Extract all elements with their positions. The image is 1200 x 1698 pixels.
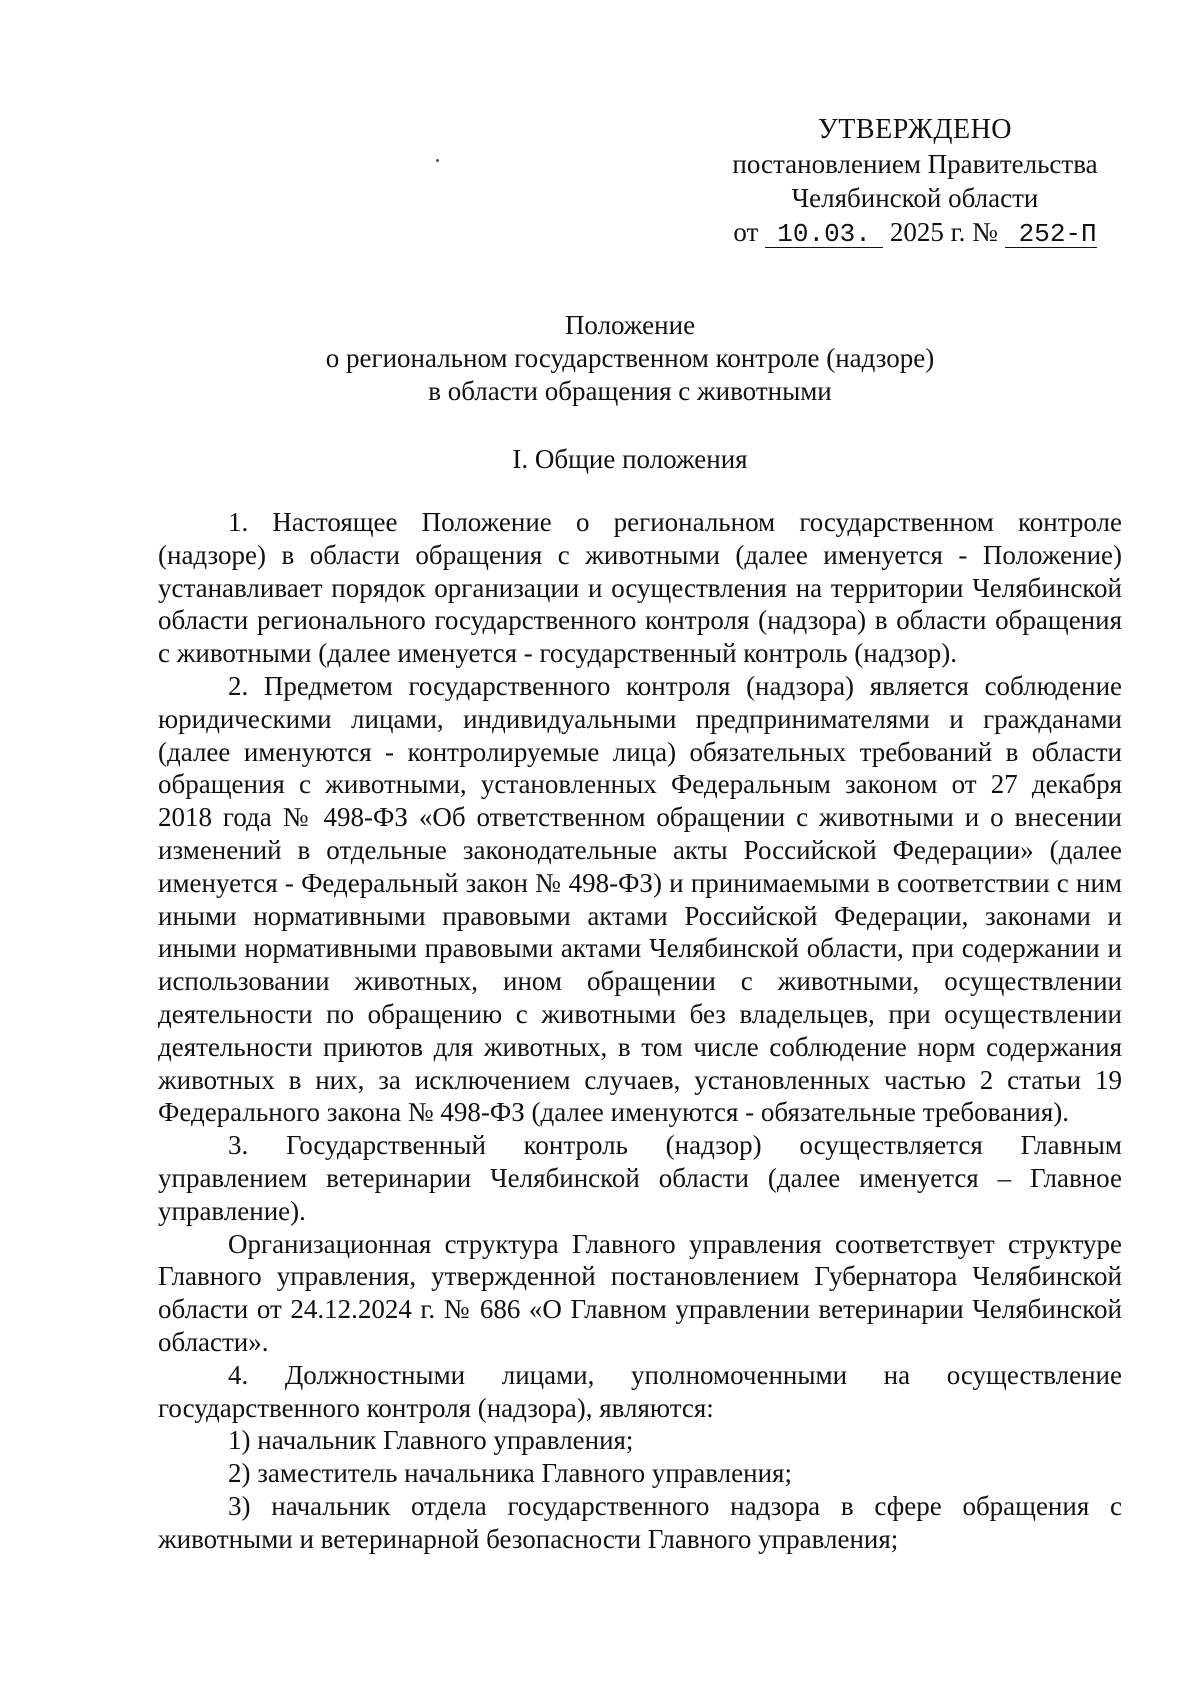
paragraph-2: 2. Предметом государственного контроля (надзора) является соблюдение юридическими лицами, индивидуальными предпринимателями и гражданами (далее именуются - контролируемые лица) обязательных требований в области обращения с животными, установленных Федеральным законом от 27 декабря 2018 года № 498-ФЗ «Об ответственном обращении с животными и о внесении изменений в отдельные законодательные акты Российской Федерации» (далее именуется - Федеральный закон № 498-ФЗ) и принимаемыми в соответствии с ним иными нормативными правовыми актами Российской Федерации, законами и иными нормативными правовыми актами Челябинской области, при содержании и использовании животных, ином обращении с животными, осуществлении деятельности по обращению с животными без владельцев, при осуществлении деятельности приютов для животных, в том числе соблюдение норм содержания животных в них, за исключением случаев, установленных частью 2 статьи 19 Федерального закона № 498-ФЗ (далее именуются - обязательные требования).: [158, 670, 1122, 1128]
approval-stamp-block: [700, 113, 1130, 249]
approval-date: 10.03.: [765, 221, 883, 248]
approval-heading: УТВЕРЖДЕНО: [817, 114, 1013, 145]
list-item-2: 2) заместитель начальника Главного управления;: [228, 1458, 792, 1489]
scan-speck: [436, 159, 439, 162]
approval-from-label: от: [733, 217, 759, 247]
paragraph-org-structure: Организационная структура Главного управления соответствует структуре Главного управления, утвержденной постановлением Губернатора Челябинской области от 24.12.2024 г. № 686 «О Главном управлении ветеринарии Челябинской области».: [158, 1228, 1122, 1357]
approval-line-2: Челябинской области: [791, 183, 1039, 213]
list-item-3: 3) начальник отдела государственного надзора в сфере обращения с животными и ветеринарной безопасности Главного управления;: [158, 1490, 1122, 1554]
approval-year: 2025 г. №: [889, 217, 998, 247]
paragraph-3: 3. Государственный контроль (надзор) осуществляется Главным управлением ветеринарии Челябинской области (далее именуется – Главное управление).: [158, 1130, 1122, 1226]
title-line-1: Положение: [564, 310, 696, 340]
approval-date-line: [700, 215, 1130, 249]
list-item-1: 1) начальник Главного управления;: [228, 1425, 634, 1456]
title-line-3: в области обращения с животными: [428, 376, 832, 406]
title-line-2: о региональном государственном контроле (надзоре): [325, 343, 935, 373]
approval-line-1: постановлением Правительства: [732, 149, 1098, 179]
section-heading: I. Общие положения: [512, 444, 748, 474]
document-title: [150, 309, 1110, 408]
paragraph-4: 4. Должностными лицами, уполномоченными на осуществление государственного контроля (надзора), являются:: [158, 1359, 1122, 1423]
document-body: [158, 506, 1122, 1556]
paragraph-1: 1. Настоящее Положение о региональном государственном контроле (надзоре) в области обращения с животными (далее именуется - Положение) устанавливает порядок организации и осуществления на территории Челябинской области регионального государственного контроля (надзора) в области обращения с животными (далее именуется - государственный контроль (надзор).: [158, 507, 1122, 669]
approval-number: 252-П: [1005, 221, 1097, 248]
